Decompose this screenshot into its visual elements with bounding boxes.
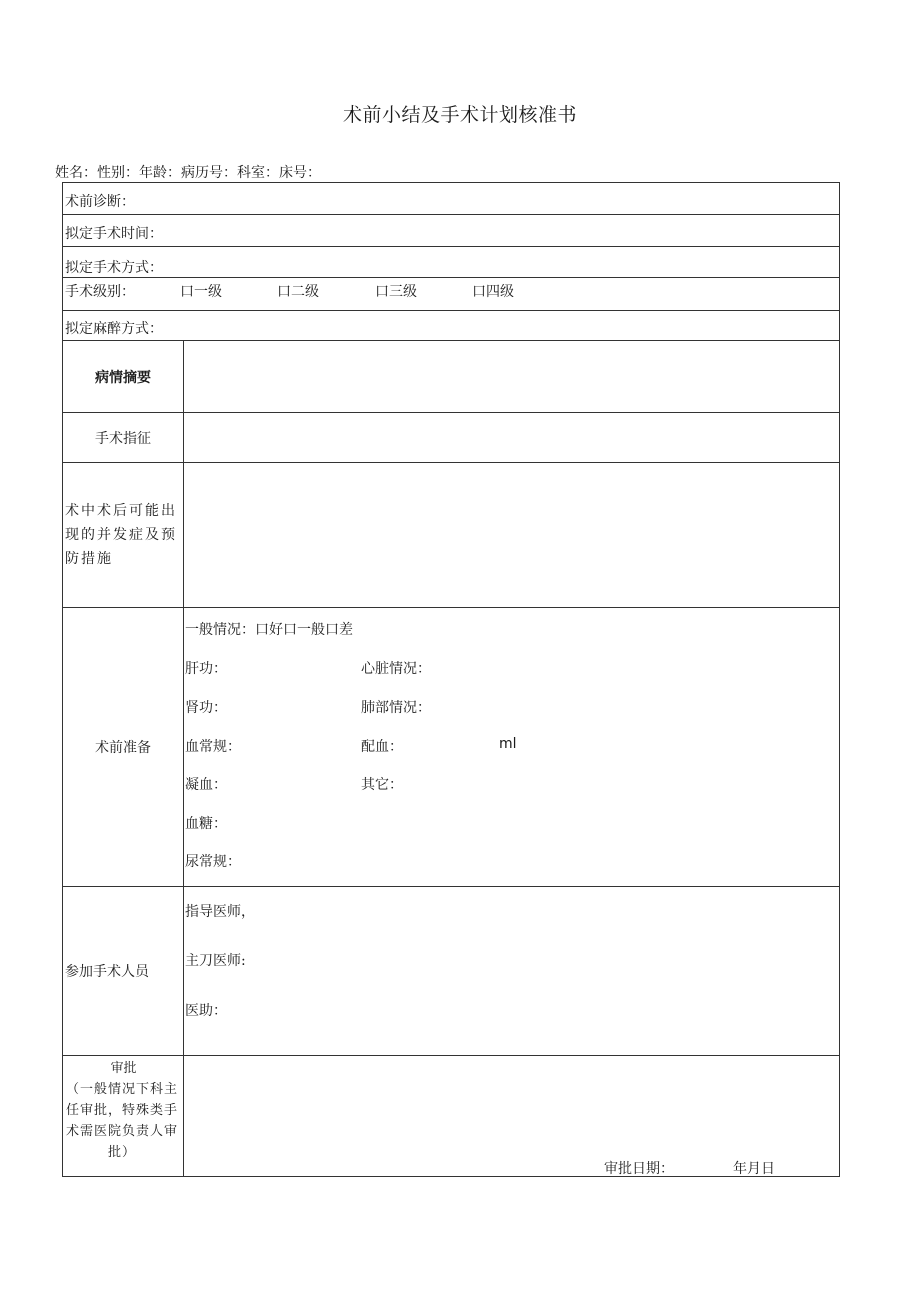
prep-label-cell [63,608,184,886]
approval-label-cell [63,1056,184,1176]
surgery-time-label: 拟定手术时间： [65,226,163,242]
liver-function-label: 肝功： [185,661,227,677]
coagulation-label: 凝血： [185,777,227,793]
blood-match-label: 配血： [361,739,403,755]
surgery-time-row [63,215,839,247]
indication-label-cell [63,413,184,462]
indication-row [63,413,839,463]
diagnosis-row [63,183,839,215]
approval-date-label: 审批日期： [604,1161,674,1177]
surgery-method-label: 拟定手术方式： [65,260,163,276]
anesthesia-row [63,311,839,341]
surgery-level-label: 手术级别： [65,284,135,300]
complications-label-cell [63,463,184,607]
lung-condition-label: 肺部情况： [361,700,431,716]
summary-label: 病情摘要 [95,369,151,386]
anesthesia-label: 拟定麻醉方式： [65,321,163,337]
summary-label-cell [63,341,184,412]
approval-row [63,1056,839,1176]
blood-glucose-label: 血糖： [185,816,227,832]
patient-info-line: 姓名：性别：年龄：病历号：科室：床号： [55,165,321,181]
approval-title: 审批 [110,1061,137,1076]
document-title: 术前小结及手术计划核准书 [342,104,577,126]
prep-row [63,608,839,887]
level-option-4[interactable]: 口四级 [472,284,514,300]
guide-doctor-label: 指导医师， [185,904,255,920]
urine-routine-label: 尿常规： [185,854,241,870]
summary-row [63,341,839,413]
staff-row [63,887,839,1056]
complications-row [63,463,839,608]
approval-note: （一般情况下科主任审批，特殊类手术需医院负责人审批） [65,1082,178,1160]
heart-condition-label: 心脏情况： [361,661,431,677]
staff-label-cell [63,887,184,1055]
staff-label: 参加手术人员 [65,964,149,980]
level-option-1[interactable]: 口一级 [180,284,222,300]
kidney-function-label: 肾功： [185,700,227,716]
other-label: 其它： [361,777,403,793]
complications-label: 术中术后可能出现的并发症及预防措施 [65,503,177,567]
level-option-2[interactable]: 口二级 [277,284,319,300]
blood-unit: ml [499,736,517,752]
diagnosis-label: 术前诊断： [65,194,135,210]
approval-date-suffix: 年月日 [733,1161,775,1177]
chief-surgeon-label: 主刀医师: [185,953,246,969]
surgery-plan-form [62,182,840,1177]
assistant-label: 医助： [185,1003,227,1019]
prep-label: 术前准备 [95,740,151,756]
indication-label: 手术指征 [95,430,151,447]
surgery-method-row [63,247,839,278]
blood-routine-label: 血常规： [185,739,241,755]
surgery-level-row [63,278,839,311]
general-condition: 一般情况：口好口一般口差 [185,622,353,638]
level-option-3[interactable]: 口三级 [375,284,417,300]
